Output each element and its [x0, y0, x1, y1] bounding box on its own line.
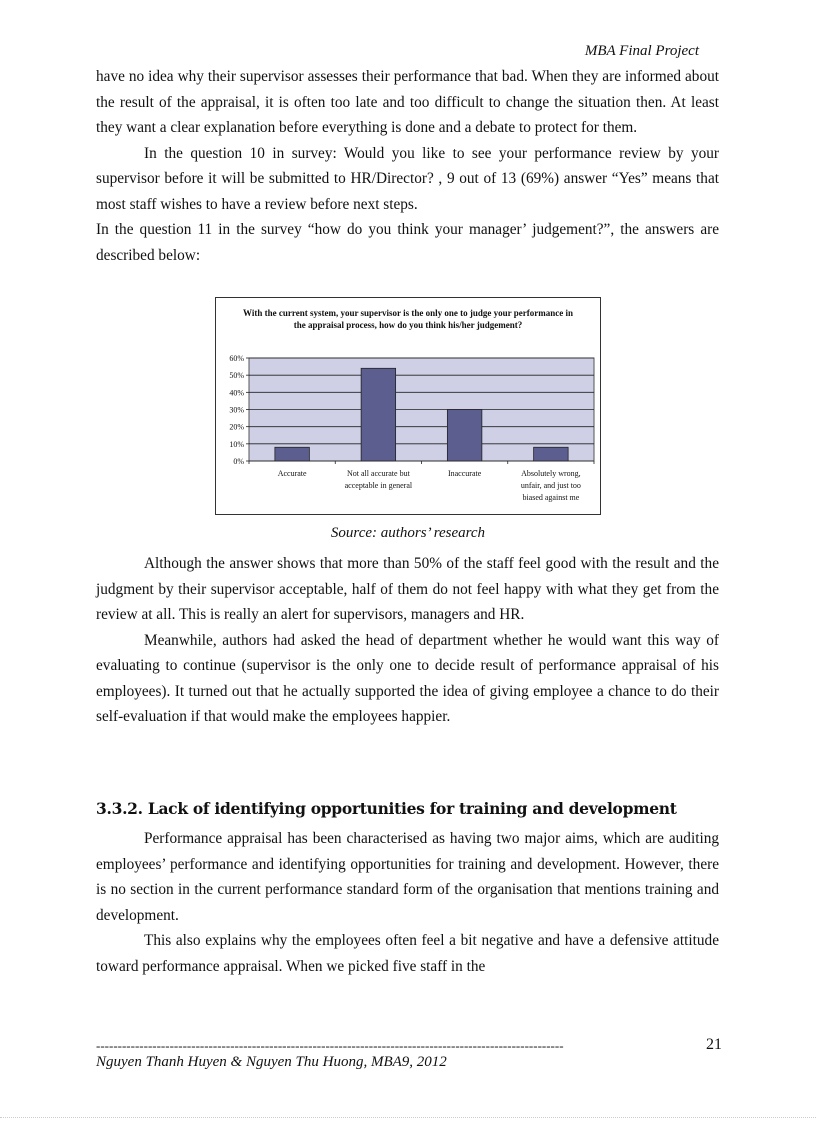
bar-chart [215, 297, 601, 515]
paragraph: In the question 10 in survey: Would you like to see your performance review by your supervisor before it will be submitted to HR/Director? , 9 out of 13 (69%) answer “Yes” means that most staff wishes to have a review before next steps. [96, 144, 719, 213]
bar [447, 410, 482, 462]
running-header: MBA Final Project [584, 43, 699, 59]
y-tick-label: 0% [233, 457, 244, 466]
x-tick-label: Inaccurate [447, 469, 482, 478]
footer-rule: ------------------------------------------------------------------------------------------------------------ [96, 1038, 564, 1053]
x-tick-label: biased against me [522, 493, 580, 502]
paragraphs-middle [96, 551, 719, 730]
bar [534, 447, 569, 461]
y-tick-label: 30% [229, 405, 244, 415]
y-tick-label: 50% [229, 371, 244, 381]
x-tick-label: Absolutely wrong, [521, 469, 581, 478]
x-tick-label: unfair, and just too [520, 481, 581, 490]
paragraph: In the question 11 in the survey “how do you think your manager’ judgement?”, the answers are described below: [96, 221, 719, 264]
bar [275, 447, 310, 461]
x-tick-label: Not all accurate but [346, 469, 410, 478]
y-tick-label: 20% [229, 422, 244, 432]
footer-authors: Nguyen Thanh Huyen & Nguyen Thu Huong, MBA9, 2012 [96, 1054, 447, 1070]
paragraph: Performance appraisal has been characterised as having two major aims, which are auditing employees’ performance and identifying opportunities for training and development. However, there is no section in the current performance standard form of the organisation that mentions training and development. [96, 830, 719, 924]
paragraphs-top [96, 64, 719, 268]
chart-plot [216, 298, 600, 514]
page-number: 21 [706, 1036, 722, 1053]
bar [361, 368, 396, 461]
paragraph: This also explains why the employees often feel a bit negative and have a defensive attitude toward performance appraisal. When we picked five staff in the [96, 932, 719, 975]
paragraphs-bottom [96, 826, 719, 979]
paragraph: Meanwhile, authors had asked the head of department whether he would want this way of evaluating to continue (supervisor is the only one to decide result of performance appraisal of his employees). It turned out that he actually supported the idea of giving employee a chance to do their self-evaluation if that would make the employees happier. [96, 631, 719, 725]
paragraph: Although the answer shows that more than 50% of the staff feel good with the result and the judgment by their supervisor acceptable, half of them do not feel happy with what they get from the review at all. This is really an alert for supervisors, managers and HR. [96, 555, 719, 623]
page-edge-divider [0, 1117, 816, 1118]
y-tick-label: 60% [229, 354, 244, 363]
chart-title: With the current system, your supervisor is the only one to judge your performance in the appraisal process, how do you think his/her judgement? [243, 308, 573, 330]
y-tick-label: 10% [229, 439, 244, 449]
section-heading: 3.3.2. Lack of identifying opportunities for training and development [96, 799, 677, 818]
figure-source: Source: authors’ research [330, 525, 486, 541]
y-tick-label: 40% [229, 388, 244, 398]
x-tick-label: Accurate [277, 469, 307, 478]
paragraph: have no idea why their supervisor assesses their performance that bad. When they are informed about the result of the appraisal, it is often too late and too difficult to change the situation then. At least they want a clear explanation before everything is done and a debate to protect for them. [96, 68, 719, 136]
x-tick-label: acceptable in general [344, 481, 413, 490]
